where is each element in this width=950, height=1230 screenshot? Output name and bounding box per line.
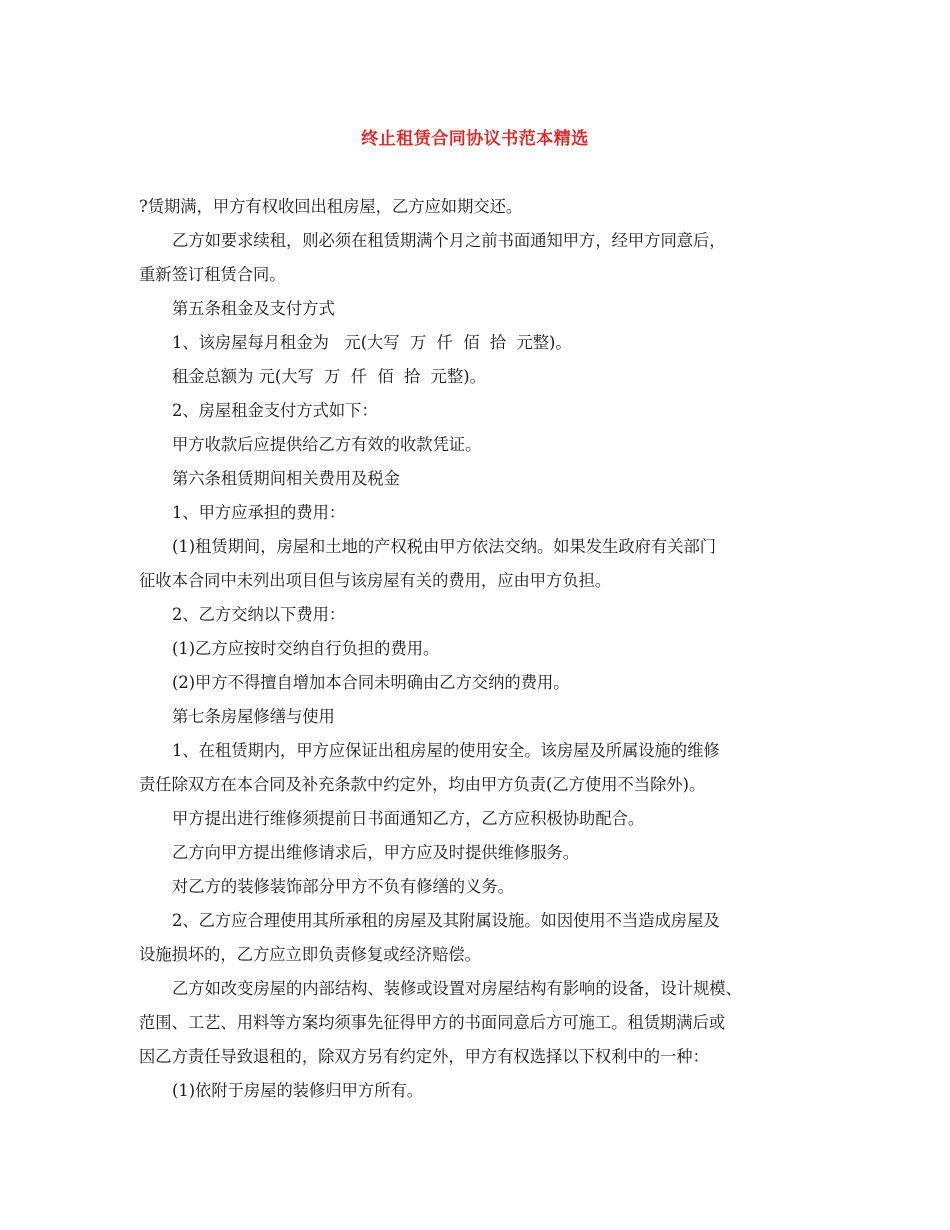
document-body — [139, 190, 839, 1108]
text-line: 租金总额为 元(大写 万 仟 佰 拾 元整)。 — [172, 367, 486, 386]
text-line: 乙方如改变房屋的内部结构、装修或设置对房屋结构有影响的设备，设计规模、 — [172, 979, 742, 998]
text-line: 第七条房屋修缮与使用 — [172, 707, 335, 726]
text-line: ?赁期满，甲方有权收回出租房屋，乙方应如期交还。 — [139, 197, 523, 216]
text-line: 乙方向甲方提出维修请求后，甲方应及时提供维修服务。 — [172, 843, 580, 862]
text-line: 范围、工艺、用料等方案均须事先征得甲方的书面同意后方可施工。租赁期满后或 — [139, 1013, 726, 1032]
document-title: 终止租赁合同协议书范本精选 — [361, 129, 589, 149]
text-line: (1)依附于房屋的装修归甲方所有。 — [172, 1081, 424, 1100]
text-line: 2、乙方应合理使用其所承租的房屋及其附属设施。如因使用不当造成房屋及 — [172, 911, 720, 930]
text-line: 2、房屋租金支付方式如下： — [172, 401, 378, 420]
text-line: 甲方提出进行维修须提前日书面通知乙方，乙方应积极协助配合。 — [172, 809, 645, 828]
text-line: (1)乙方应按时交纳自行负担的费用。 — [172, 639, 440, 658]
text-line: 对乙方的装修装饰部分甲方不负有修缮的义务。 — [172, 877, 514, 896]
text-line: 重新签订租赁合同。 — [139, 265, 286, 284]
text-line: 征收本合同中未列出项目但与该房屋有关的费用，应由甲方负担。 — [139, 571, 612, 590]
text-line: 责任除双方在本合同及补充条款中约定外，均由甲方负责(乙方使用不当除外)。 — [139, 775, 706, 794]
text-line: (2)甲方不得擅自增加本合同未明确由乙方交纳的费用。 — [172, 673, 570, 692]
text-line: 第六条租赁期间相关费用及税金 — [172, 469, 400, 488]
text-line: 设施损坏的，乙方应立即负责修复或经济赔偿。 — [139, 945, 481, 964]
text-line: 1、甲方应承担的费用： — [172, 503, 346, 522]
text-line: 第五条租金及支付方式 — [172, 299, 335, 318]
text-line: 1、在租赁期内，甲方应保证出租房屋的使用安全。该房屋及所属设施的维修 — [172, 741, 720, 760]
text-line: 2、乙方交纳以下费用： — [172, 605, 346, 624]
text-line: (1)租赁期间，房屋和土地的产权税由甲方依法交纳。如果发生政府有关部门 — [172, 537, 717, 556]
text-line: 1、该房屋每月租金为 元(大写 万 仟 佰 拾 元整)。 — [172, 333, 572, 352]
text-line: 乙方如要求续租，则必须在租赁期满个月之前书面通知甲方，经甲方同意后， — [172, 231, 726, 250]
text-line: 因乙方责任导致退租的，除双方另有约定外，甲方有权选择以下权利中的一种： — [139, 1047, 709, 1066]
text-line: 甲方收款后应提供给乙方有效的收款凭证。 — [172, 435, 482, 454]
